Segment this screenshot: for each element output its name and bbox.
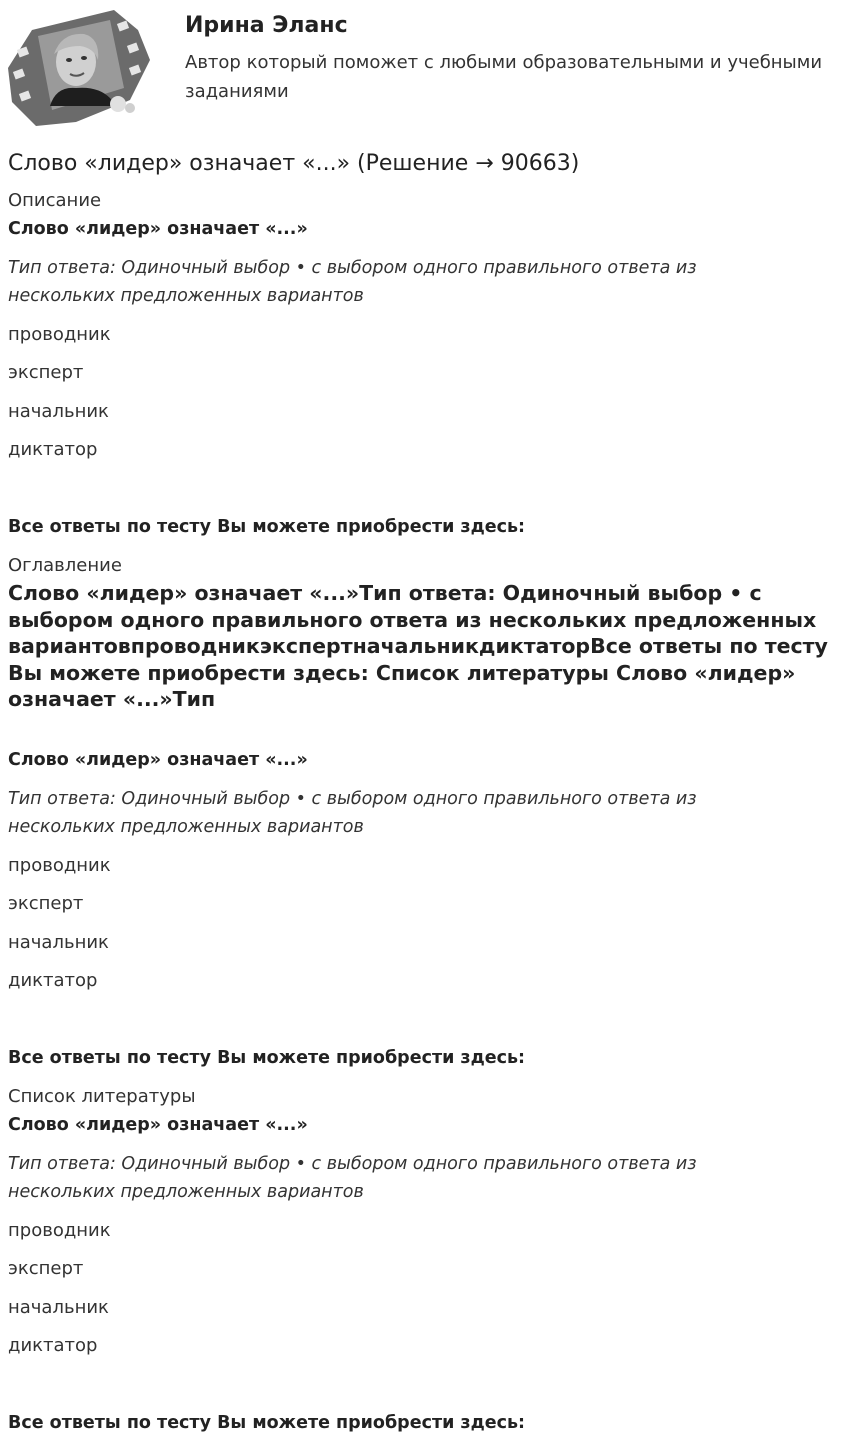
author-card [0,0,847,140]
author-name: Ирина Эланс [185,13,348,38]
question-title: Слово «лидер» означает «...» [8,219,308,239]
answer-option: эксперт [8,1258,84,1279]
all-answers-text: Все ответы по тесту Вы можете приобрести здесь: [8,1048,526,1068]
answer-option: проводник [8,855,111,876]
answer-option: начальник [8,401,109,422]
section-label-description: Описание [8,190,102,211]
toc-body: Слово «лидер» означает «...»Тип ответа: Одиночный выбор • с выбором одного правильного ответа из нескольких предложенных вариантовпроводникэкспертначальникдиктаторВсе ответы по тесту Вы можете приобрести здесь: Список литературы Слово «лидер» означает «...»Тип [8,581,828,711]
question-title: Слово «лидер» означает «...» [8,1115,308,1135]
answer-option: начальник [8,1297,109,1318]
page-title: Слово «лидер» означает «...» (Решение → 90663) [8,151,580,176]
answer-option: проводник [8,1220,111,1241]
author-avatar [6,8,150,128]
section-label-literature: Список литературы [8,1086,196,1107]
section-label-toc: Оглавление [8,555,122,576]
answer-option: проводник [8,324,111,345]
all-answers-text: Все ответы по тесту Вы можете приобрести здесь: [8,1413,526,1433]
all-answers-text: Все ответы по тесту Вы можете приобрести здесь: [8,517,526,537]
answer-option: эксперт [8,893,84,914]
answer-option: эксперт [8,362,84,383]
answer-type: Тип ответа: Одиночный выбор • с выбором одного правильного ответа из нескольких предложенных вариантов [8,258,697,306]
answer-type: Тип ответа: Одиночный выбор • с выбором одного правильного ответа из нескольких предложенных вариантов [8,789,697,837]
author-description: Автор который поможет с любыми образовательными и учебными заданиями [185,52,823,102]
answer-option: диктатор [8,970,98,991]
answer-type: Тип ответа: Одиночный выбор • с выбором одного правильного ответа из нескольких предложенных вариантов [8,1154,697,1202]
answer-option: диктатор [8,439,98,460]
question-title: Слово «лидер» означает «...» [8,750,308,770]
answer-option: начальник [8,932,109,953]
answer-option: диктатор [8,1335,98,1356]
